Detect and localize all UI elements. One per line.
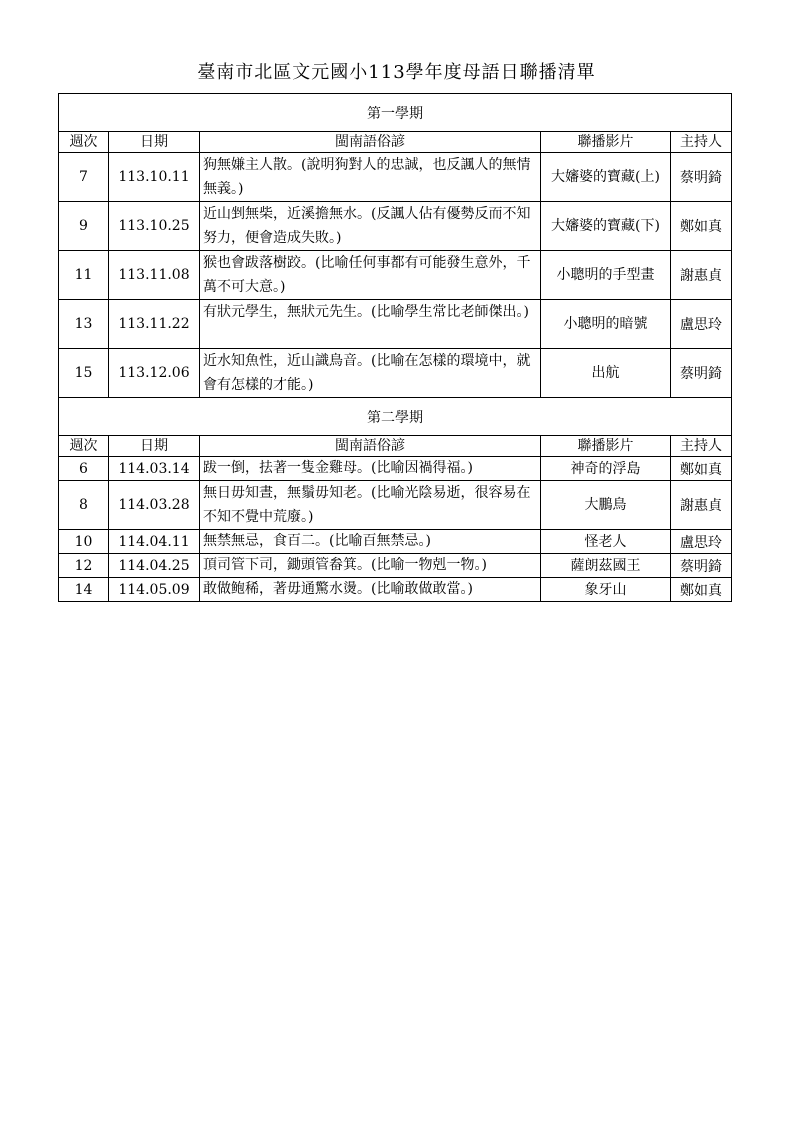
- table-row: [59, 153, 732, 202]
- video-cell: 神奇的浮島: [541, 457, 671, 481]
- proverb-cell: 近山剉無柴，近溪擔無水。(反諷人佔有優勢反而不知努力，便會造成失敗。): [200, 202, 541, 251]
- week-cell: 12: [59, 554, 109, 578]
- table-row: [59, 457, 732, 481]
- table-row: [59, 202, 732, 251]
- date-cell: 113.11.08: [109, 251, 200, 300]
- proverb-cell: 頂司管下司，鋤頭管畚箕。(比喻一物剋一物。): [200, 554, 541, 578]
- week-cell: 14: [59, 578, 109, 602]
- host-cell: 蔡明錡: [671, 349, 732, 398]
- table-row: [59, 530, 732, 554]
- proverb-cell: 敢做鲍稀，著毋通驚水燙。(比喻敢做敢當。): [200, 578, 541, 602]
- broadcast-schedule-table: [58, 93, 732, 602]
- video-cell: 小聰明的暗號: [541, 300, 671, 349]
- week-cell: 13: [59, 300, 109, 349]
- week-cell: 7: [59, 153, 109, 202]
- header-video: 聯播影片: [541, 132, 671, 153]
- week-cell: 15: [59, 349, 109, 398]
- week-cell: 10: [59, 530, 109, 554]
- date-cell: 113.12.06: [109, 349, 200, 398]
- date-cell: 114.05.09: [109, 578, 200, 602]
- video-cell: 怪老人: [541, 530, 671, 554]
- semester-2-label: 第二學期: [59, 398, 732, 436]
- host-cell: 謝惠貞: [671, 251, 732, 300]
- date-cell: 114.04.25: [109, 554, 200, 578]
- video-cell: 大鵬鳥: [541, 481, 671, 530]
- host-cell: 鄭如真: [671, 578, 732, 602]
- document-title: 臺南市北區文元國小113學年度母語日聯播清單: [197, 62, 596, 83]
- header-week: 週次: [59, 436, 109, 457]
- host-cell: 盧思玲: [671, 530, 732, 554]
- video-cell: 大嬸婆的寶藏(上): [541, 153, 671, 202]
- header-week: 週次: [59, 132, 109, 153]
- header-date: 日期: [109, 436, 200, 457]
- header-host: 主持人: [671, 436, 732, 457]
- table-row: [59, 349, 732, 398]
- host-cell: 謝惠貞: [671, 481, 732, 530]
- proverb-cell: 無禁無忌，食百二。(比喻百無禁忌。): [200, 530, 541, 554]
- date-cell: 114.03.14: [109, 457, 200, 481]
- video-cell: 小聰明的手型畫: [541, 251, 671, 300]
- proverb-cell: 猴也會跋落樹跤。(比喻任何事都有可能發生意外，千萬不可大意。): [200, 251, 541, 300]
- date-cell: 113.10.25: [109, 202, 200, 251]
- header-video: 聯播影片: [541, 436, 671, 457]
- header-host: 主持人: [671, 132, 732, 153]
- table-row: [59, 481, 732, 530]
- date-cell: 114.03.28: [109, 481, 200, 530]
- video-cell: 出航: [541, 349, 671, 398]
- header-date: 日期: [109, 132, 200, 153]
- host-cell: 蔡明錡: [671, 153, 732, 202]
- week-cell: 11: [59, 251, 109, 300]
- video-cell: 象牙山: [541, 578, 671, 602]
- date-cell: 114.04.11: [109, 530, 200, 554]
- week-cell: 9: [59, 202, 109, 251]
- semester-row: [59, 398, 732, 436]
- video-cell: 薩朗茲國王: [541, 554, 671, 578]
- semester-row: [59, 94, 732, 132]
- table-row: [59, 300, 732, 349]
- semester-1-label: 第一學期: [59, 94, 732, 132]
- host-cell: 盧思玲: [671, 300, 732, 349]
- week-cell: 8: [59, 481, 109, 530]
- date-cell: 113.11.22: [109, 300, 200, 349]
- video-cell: 大嬸婆的寶藏(下): [541, 202, 671, 251]
- proverb-cell: 狗無嫌主人散。(說明狗對人的忠誠，也反諷人的無情無義。): [200, 153, 541, 202]
- host-cell: 鄭如真: [671, 457, 732, 481]
- week-cell: 6: [59, 457, 109, 481]
- table-row: [59, 554, 732, 578]
- header-row: [59, 132, 732, 153]
- proverb-cell: 近水知魚性，近山識鳥音。(比喻在怎樣的環境中，就會有怎樣的才能。): [200, 349, 541, 398]
- date-cell: 113.10.11: [109, 153, 200, 202]
- host-cell: 蔡明錡: [671, 554, 732, 578]
- header-row: [59, 436, 732, 457]
- proverb-cell: 有狀元學生，無狀元先生。(比喻學生常比老師傑出。): [200, 300, 541, 349]
- table-row: [59, 578, 732, 602]
- table-row: [59, 251, 732, 300]
- proverb-cell: 無日毋知晝，無鬚毋知老。(比喻光陰易逝，很容易在不知不覺中荒廢。): [200, 481, 541, 530]
- header-proverb: 閩南語俗諺: [200, 132, 541, 153]
- proverb-cell: 跋一倒，抾著一隻金雞母。(比喻因禍得福。): [200, 457, 541, 481]
- host-cell: 鄭如真: [671, 202, 732, 251]
- header-proverb: 閩南語俗諺: [200, 436, 541, 457]
